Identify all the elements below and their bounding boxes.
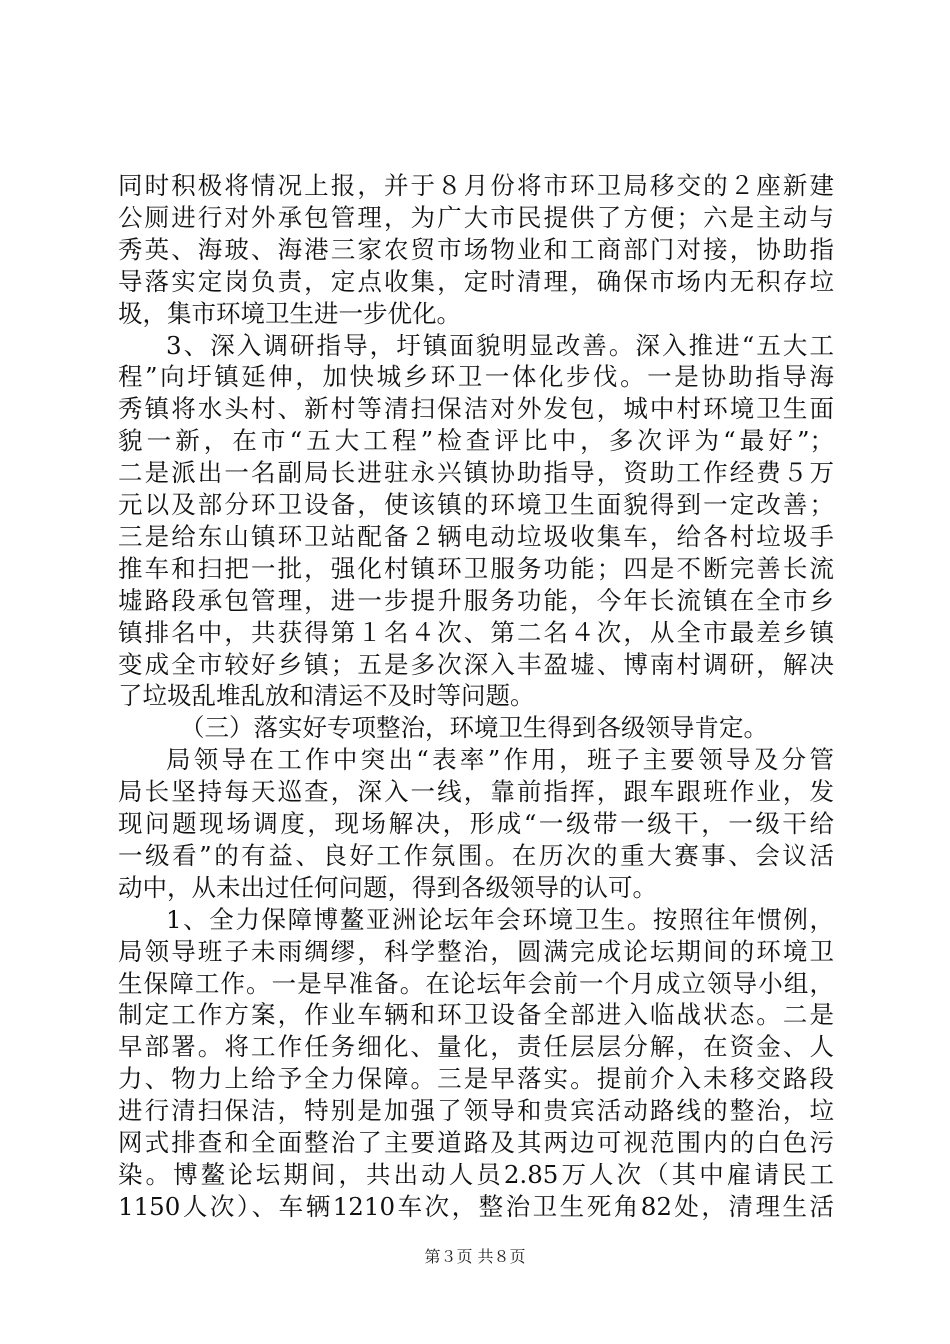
paragraph-line: 秀英、海玻、海港三家农贸市场物业和工商部门对接，协助指 [118,234,834,264]
paragraph-line: 生保障工作。一是早准备。在论坛年会前一个月成立领导小组， [118,968,834,998]
paragraph-line: 进行清扫保洁，特别是加强了领导和贵宾活动路线的整治，垃 [118,1096,834,1126]
paragraph-line: 程”向圩镇延伸，加快城乡环卫一体化步伐。一是协助指导海 [118,362,834,392]
paragraph-line: 貌一新，在市“五大工程”检查评比中，多次评为“最好”； [118,426,834,456]
paragraph-line: 三是给东山镇环卫站配备２辆电动垃圾收集车，给各村垃圾手 [118,521,834,551]
paragraph-line: 二是派出一名副局长进驻永兴镇协助指导，资助工作经费５万 [118,458,834,488]
paragraph-line: 局领导班子未雨绸缪，科学整治，圆满完成论坛期间的环境卫 [118,936,834,966]
paragraph-line: 染。博鳌论坛期间，共出动人员2.85万人次（其中雇请民工 [118,1159,834,1189]
paragraph-line: 网式排查和全面整治了主要道路及其两边可视范围内的白色污 [118,1128,834,1157]
paragraph-line: 动中，从未出过任何问题，得到各级领导的认可。 [118,872,657,902]
paragraph-line: 制定工作方案，作业车辆和环卫设备全部进入临战状态。二是 [118,1000,834,1030]
paragraph-line: 镇排名中，共获得第１名４次、第二名４次，从全市最差乡镇 [118,617,834,647]
paragraph-line: 现问题现场调度，现场解决，形成“一级带一级干，一级干给 [118,809,834,838]
section-heading-line: 1、全力保障博鳌亚洲论坛年会环境卫生。按照往年惯例， [166,904,834,934]
paragraph-line: 公厕进行对外承包管理，为广大市民提供了方便；六是主动与 [118,202,834,232]
paragraph-line: 导落实定岗负责，定点收集，定时清理，确保市场内无积存垃 [118,266,834,296]
paragraph-line: 秀镇将水头村、新村等清扫保洁对外发包，城中村环境卫生面 [118,394,834,424]
paragraph-line: 墟路段承包管理，进一步提升服务功能，今年长流镇在全市乡 [118,585,834,615]
paragraph-line: 元以及部分环卫设备，使该镇的环境卫生面貌得到一定改善； [118,490,834,519]
paragraph-line: 推车和扫把一批，强化村镇环卫服务功能；四是不断完善长流 [118,553,834,583]
paragraph-line: 了垃圾乱堆乱放和清运不及时等问题。 [118,681,535,711]
paragraph-line: 早部署。将工作任务细化、量化，责任层层分解，在资金、人 [118,1032,834,1062]
page-footer: 第３页 共８页 [424,1247,526,1266]
section-heading-line: 3、深入调研指导，圩镇面貌明显改善。深入推进“五大工 [166,330,834,360]
section-heading: （三）落实好专项整治，环境卫生得到各级领导肯定。 [180,713,768,743]
paragraph-line: 圾，集市环境卫生进一步优化。 [118,298,461,328]
paragraph-line: 一级看”的有益、良好工作氛围。在历次的重大赛事、会议活 [118,840,834,870]
paragraph-line: 1150人次）、车辆1210车次，整治卫生死角82处，清理生活 [118,1191,834,1221]
paragraph-line: 局长坚持每天巡查，深入一线，靠前指挥，跟车跟班作业，发 [118,777,834,807]
paragraph-line: 变成全市较好乡镇；五是多次深入丰盈墟、博南村调研，解决 [118,649,834,679]
paragraph-line: 同时积极将情况上报，并于８月份将市环卫局移交的２座新建 [118,171,834,200]
paragraph-line: 力、物力上给予全力保障。三是早落实。提前介入未移交路段 [118,1064,834,1094]
paragraph-line: 局领导在工作中突出“表率”作用，班子主要领导及分管 [166,745,834,775]
